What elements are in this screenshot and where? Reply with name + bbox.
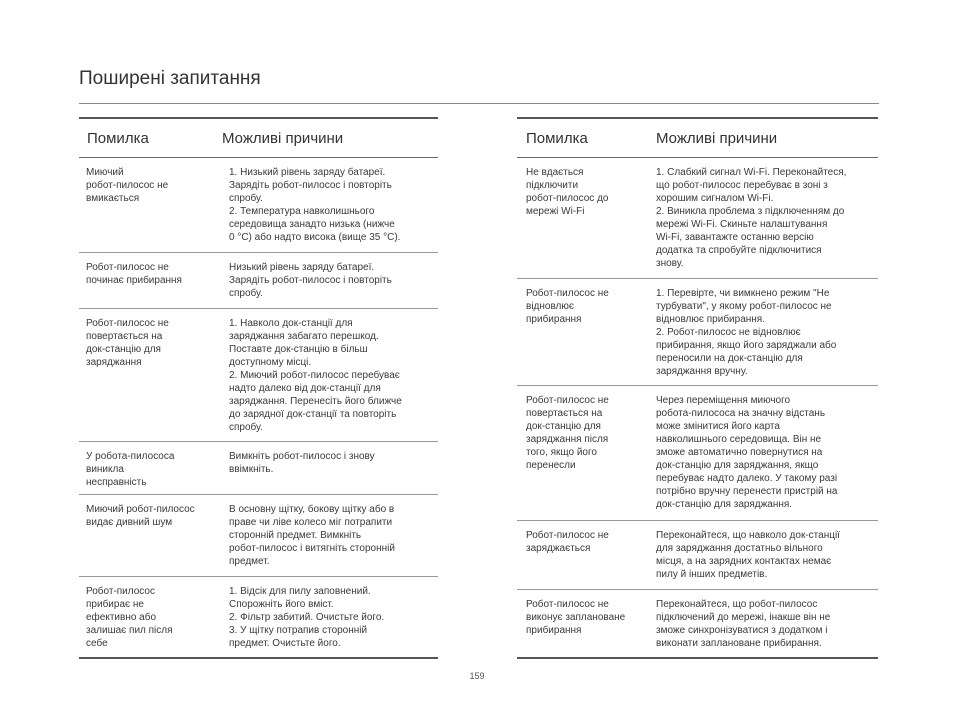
cause-cell: 1. Відсік для пилу заповнений. Спорожніть його вміст. 2. Фільтр забитий. Очистьте його. 3. У щітку потрапив сторонній предмет. Очистьте його. xyxy=(229,586,385,649)
faq-table-left xyxy=(79,117,438,659)
table-row xyxy=(517,386,878,521)
error-cell: Робот-пилосос не повертається на док-станцію для заряджання xyxy=(86,318,169,368)
error-cell: Робот-пилосос не виконує заплановане прибирання xyxy=(526,599,626,636)
error-cell: Робот-пилосос не повертається на док-станцію для заряджання після того, якщо його перенесли xyxy=(526,395,609,471)
table-bottom-rule xyxy=(517,657,878,659)
cause-cell: 1. Навколо док-станції для заряджання забагато перешкод. Поставте док-станцію в більш доступному місці. 2. Миючий робот-пилосос перебуває надто далеко від док-станції для заряджання. Перенесіть його ближче до зарядної док-станції та повторіть спробу. xyxy=(229,318,402,433)
cause-cell: 1. Слабкий сигнал Wi-Fi. Переконайтеся, що робот-пилосос перебуває в зоні з хорошим сигналом Wi-Fi. 2. Виникла проблема з підключенням до мережі Wi-Fi. Скиньте налаштування Wi-Fi, завантажте останню версію додатка та спробуйте підключитися знову. xyxy=(656,167,847,269)
error-cell: Робот-пилосос прибирає не ефективно або залишає пил після себе xyxy=(86,586,173,649)
cause-cell: 1. Перевірте, чи вимкнено режим "Не турбувати", у якому робот-пилосос не відновлює прибирання. 2. Робот-пилосос не відновлює прибирання, якщо його заряджали або переносили на док-станцію для заряджання вручну. xyxy=(656,288,837,377)
cause-cell: Через переміщення миючого робота-пилососа на значну відстань може змінитися його карта навколишнього середовища. Він не зможе автоматично повернутися на док-станцію для заряджання, якщо перебуває надто далеко. У такому разі потрібно вручну перенести пристрій на док-станцію для заряджання. xyxy=(656,395,838,510)
cause-cell: В основну щітку, бокову щітку або в праве чи ліве колесо міг потрапити сторонній предмет. Вимкніть робот-пилосос і витягніть сторонній предмет. xyxy=(229,504,395,567)
header-error: Помилка xyxy=(526,129,588,147)
title-divider xyxy=(79,103,879,104)
error-cell: Не вдається підключити робот-пилосос до мережі Wi-Fi xyxy=(526,167,609,217)
cause-cell: Переконайтеся, що навколо док-станції для заряджання достатньо вільного місця, а на зарядних контактах немає пилу й інших предметів. xyxy=(656,530,840,580)
error-cell: Робот-пилосос не починає прибирання xyxy=(86,262,182,286)
error-cell: Робот-пилосос не відновлює прибирання xyxy=(526,288,609,325)
error-cell: У робота-пилососа виникла несправність xyxy=(86,451,175,488)
cause-cell: Переконайтеся, що робот-пилосос підключений до мережі, інакше він не зможе синхронізуватися з додатком і виконати заплановане прибирання. xyxy=(656,599,831,649)
cause-cell: 1. Низький рівень заряду батареї. Зарядіть робот-пилосос і повторіть спробу. 2. Температура навколишнього середовища занадто низька (нижче 0 °C) або надто висока (вище 35 °C). xyxy=(229,167,401,243)
table-row xyxy=(79,309,438,442)
header-error: Помилка xyxy=(87,129,149,147)
table-bottom-rule xyxy=(79,657,438,659)
header-causes: Можливі причини xyxy=(656,129,778,147)
page-title: Поширені запитання xyxy=(79,68,261,89)
cause-cell: Вимкніть робот-пилосос і знову ввімкніть. xyxy=(229,451,375,475)
table-row xyxy=(79,577,438,657)
table-row xyxy=(79,495,438,577)
faq-table-right xyxy=(517,117,878,659)
table-row xyxy=(79,442,438,495)
table-row xyxy=(517,521,878,590)
error-cell: Миючий робот-пилосос не вмикається xyxy=(86,167,169,204)
error-cell: Миючий робот-пилосос видає дивний шум xyxy=(86,504,195,528)
table-row xyxy=(517,590,878,657)
page-number: 159 xyxy=(469,671,485,681)
table-row xyxy=(517,158,878,279)
table-header xyxy=(517,119,878,158)
error-cell: Робот-пилосос не заряджається xyxy=(526,530,609,554)
table-row xyxy=(79,253,438,309)
cause-cell: Низький рівень заряду батареї. Зарядіть робот-пилосос і повторіть спробу. xyxy=(229,262,392,299)
table-row xyxy=(79,158,438,253)
table-row xyxy=(517,279,878,386)
table-header xyxy=(79,119,438,158)
header-causes: Можливі причини xyxy=(222,129,344,147)
